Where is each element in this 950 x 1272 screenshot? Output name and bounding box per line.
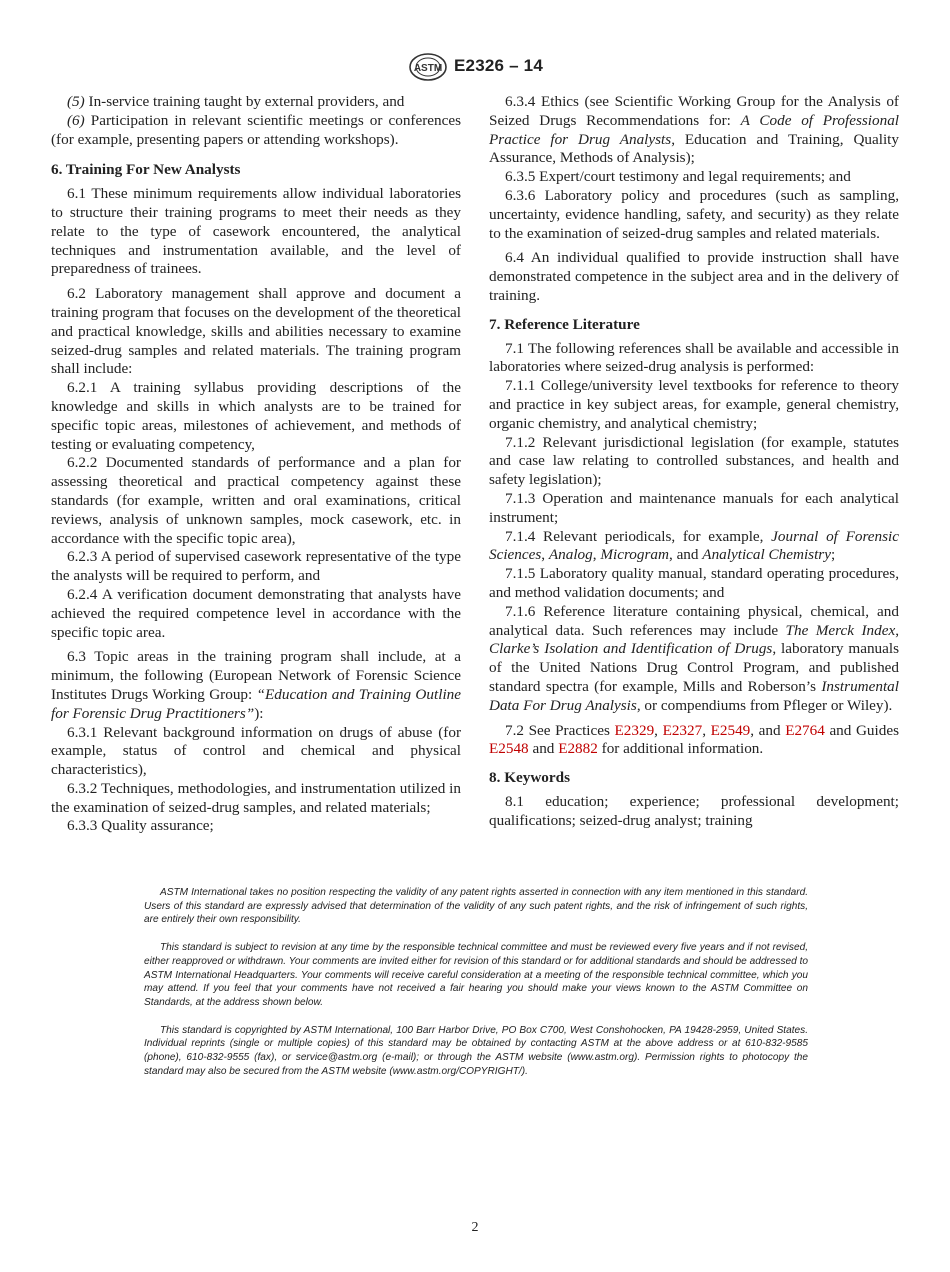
para-6-3-3: 6.3.3 Quality assurance;: [67, 817, 214, 835]
para-6-2-3: 6.2.3 A period of supervised casework representative of the type the analysts will be required to perform, and: [51, 548, 461, 585]
link-e2327[interactable]: E2327: [662, 721, 703, 739]
para-6-2-1: 6.2.1 A training syllabus providing descriptions of the knowledge and skills in which analysts are to be trained for specific topic areas, milestones of achievement, and methods of testing or evaluating competency,: [51, 379, 461, 453]
para-7-1: 7.1 The following references shall be available and accessible in laboratories where seized-drug analysis is performed:: [489, 339, 899, 376]
right-column: [489, 93, 899, 830]
page-number: 2: [471, 1220, 479, 1235]
para-7-1-4: 7.1.4 Relevant periodicals, for example, Journal of Forensic Sciences, Analog, Microgram, and Analytical Chemistry;: [489, 527, 900, 564]
left-column: [51, 93, 461, 836]
astm-logo-icon: [408, 52, 448, 82]
legal-notices: [144, 886, 808, 1092]
section-6-heading: 6. Training For New Analysts: [51, 161, 241, 179]
para-7-1-6: 7.1.6 Reference literature containing physical, chemical, and analytical data. Such references may include The Merck Index, Clarke’s Isolation and Identification of Drugs, laboratory manuals of the United Nations Drug Control Program, and published standard spectra (for example, Mills and Roberson’s Instrumental Data For Drug Analysis, or compendiums from Pfleger or Wiley).: [489, 602, 899, 714]
revision-notice: This standard is subject to revision at any time by the responsible technical committee and must be reviewed every five years and if not revised, either reapproved or withdrawn. Your comments are invited either for revision of this standard or for additional standards and should be addressed to ASTM International Headquarters. Your comments will receive careful consideration at a meeting of the responsible technical committee, which you may attend. If you feel that your comments have not received a fair hearing you should make your views known to the ASTM Committee on Standards, at the address shown below.: [144, 942, 808, 1008]
para-6-3-4: 6.3.4 Ethics (see Scientific Working Group for the Analysis of Seized Drugs Recommendations for: A Code of Professional Practice for Drug Analysts, Education and Training, Quality Assurance, Methods of Analysis);: [489, 93, 900, 167]
item-6: (6) Participation in relevant scientific meetings or conferences (for example, presenting papers or attending workshops).: [51, 111, 461, 148]
document-designation: E2326 – 14: [454, 56, 543, 75]
link-e2548[interactable]: E2548: [489, 740, 529, 758]
para-7-1-3: 7.1.3 Operation and maintenance manuals for each analytical instrument;: [489, 489, 899, 526]
para-7-1-1: 7.1.1 College/university level textbooks for reference to theory and practice in key subject areas, for example, general chemistry, organic chemistry, and analytical chemistry;: [489, 377, 899, 432]
para-8-1: 8.1 education; experience; professional development; qualifications; seized-drug analyst; training: [489, 792, 899, 829]
para-6-3-5: 6.3.5 Expert/court testimony and legal requirements; and: [505, 168, 851, 186]
section-8-heading: 8. Keywords: [489, 769, 570, 787]
page-header: [0, 56, 950, 82]
para-6-3-6: 6.3.6 Laboratory policy and procedures (such as sampling, uncertainty, evidence handling, safety, and security) as they relate to the examination of seized-drug samples and related materials.: [489, 186, 899, 242]
link-e2882[interactable]: E2882: [558, 740, 598, 758]
link-e2549[interactable]: E2549: [710, 721, 751, 739]
item-5: (5) In-service training taught by external providers, and: [67, 93, 405, 110]
para-6-3-2: 6.3.2 Techniques, methodologies, and instrumentation utilized in the examination of seized-drug samples, and related materials;: [51, 779, 461, 816]
para-6-2-2: 6.2.2 Documented standards of performance and a plan for assessing theoretical and practical competency against these standards (for example, written and oral examinations, critical reviews, analysis of unknown samples, mock casework, etc. in accordance with the specific topic area),: [51, 454, 461, 547]
para-7-1-5: 7.1.5 Laboratory quality manual, standard operating procedures, and method validation documents; and: [489, 565, 899, 601]
copyright-notice: This standard is copyrighted by ASTM International, 100 Barr Harbor Drive, PO Box C700, West Conshohocken, PA 19428-2959, United States. Individual reprints (single or multiple copies) of this standard may be obtained by contacting ASTM at the above address or at 610-832-9585 (phone), 610-832-9555 (fax), or service@astm.org (e-mail); or through the ASTM website (www.astm.org). Permission rights to photocopy the standard may also be secured from the ASTM website (www.astm.org/COPYRIGHT/).: [144, 1024, 808, 1077]
patent-notice: ASTM International takes no position respecting the validity of any patent rights asserted in connection with any item mentioned in this standard. Users of this standard are expressly advised that determination of the validity of any such patent rights, and the risk of infringement of such rights, are entirely their own responsibility.: [144, 887, 808, 926]
link-e2764[interactable]: E2764: [785, 721, 825, 739]
para-6-3: 6.3 Topic areas in the training program shall include, at a minimum, the following (European Network of Forensic Science Institutes Drugs Working Group: “Education and Training Outline for Forensic Drug Practitioners”):: [51, 648, 461, 722]
para-7-1-2: 7.1.2 Relevant jurisdictional legislation (for example, statutes and case law relating to controlled substances, and health and safety legislation);: [489, 433, 899, 489]
para-6-3-1: 6.3.1 Relevant background information on drugs of abuse (for example, status of control and chemical and physical characteristics),: [51, 723, 461, 779]
para-6-2-4: 6.2.4 A verification document demonstrating that analysts have achieved the required competence level in accordance with the specific topic area.: [51, 585, 461, 641]
para-7-2: 7.2 See Practices E2329, E2327, E2549, and E2764 and Guides E2548 and E2882 for additional information.: [489, 721, 899, 758]
link-e2329[interactable]: E2329: [614, 721, 655, 739]
para-6-2: 6.2 Laboratory management shall approve and document a training program that focuses on the development of the theoretical and practical knowledge, skills and abilities necessary to examine seized-drug samples and related materials. The training program shall include:: [51, 285, 461, 378]
section-7-heading: 7. Reference Literature: [489, 315, 640, 333]
para-6-4: 6.4 An individual qualified to provide instruction shall have demonstrated competence in the subject area and in the delivery of training.: [489, 249, 899, 304]
svg-text:ASTM: ASTM: [413, 63, 443, 74]
para-6-1: 6.1 These minimum requirements allow individual laboratories to structure their training programs to meet their needs as they relate to the type of casework encountered, the analytical techniques and instrumentation available, and the level of preparedness of trainees.: [51, 185, 461, 278]
